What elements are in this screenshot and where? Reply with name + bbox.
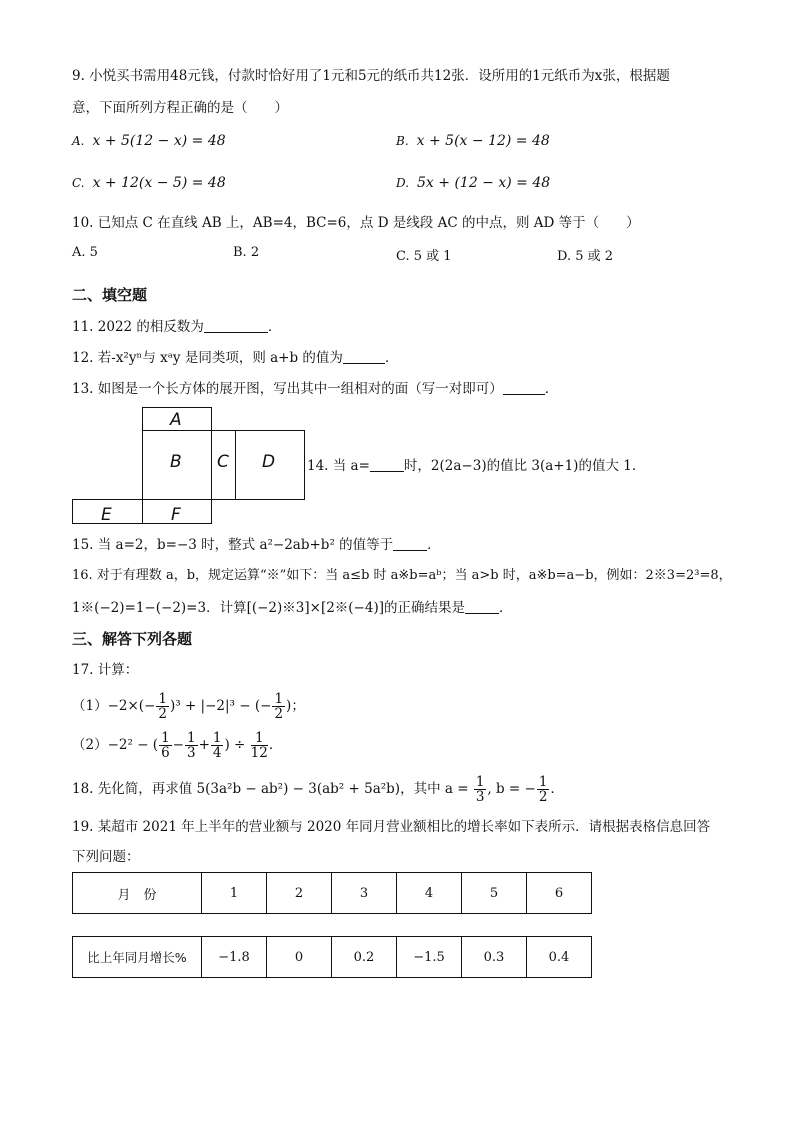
q16-line1: 16. 对于有理数 a，b，规定运算“※”如下：当 a≤b 时 a※b=aᵇ；当 a>b 时，a※b=a−b，例如：2※3=2³=8， bbox=[72, 568, 732, 583]
q10-option-b[interactable]: B. 2 bbox=[233, 245, 260, 260]
net-label-f: F bbox=[171, 505, 181, 525]
q19-line2: 下列问题： bbox=[72, 849, 140, 865]
month-table bbox=[72, 872, 592, 914]
table-cell: 4 bbox=[397, 873, 462, 914]
fraction: $\frac{1}{2}$ bbox=[538, 774, 548, 805]
q17-stem: 17. 计算： bbox=[72, 662, 139, 678]
q9-option-b[interactable]: B. x + 5(x − 12) = 48 bbox=[396, 133, 550, 149]
q12: 12. 若-x²yⁿ与 xᵃy 是同类项，则 a+b 的值为 ． bbox=[72, 350, 399, 366]
q15-answer-blank[interactable] bbox=[393, 536, 427, 551]
q14-answer-blank[interactable] bbox=[370, 457, 404, 472]
table-cell: 5 bbox=[462, 873, 527, 914]
q11-answer-blank[interactable] bbox=[204, 318, 268, 333]
q10-stem: 10. 已知点 C 在直线 AB 上，AB=4，BC=6，点 D 是线段 AC 的中点，则 AD 等于（ ） bbox=[72, 215, 640, 231]
q10-option-c[interactable]: C. 5 或 1 bbox=[396, 249, 452, 264]
q10-option-d[interactable]: D. 5 或 2 bbox=[557, 249, 614, 264]
section-heading-fill-in: 二、填空题 bbox=[72, 286, 148, 304]
q19-line1: 19. 某超市 2021 年上半年的营业额与 2020 年同月营业额相比的增长率如下表所示．请根据表格信息回答 bbox=[72, 819, 711, 835]
fraction: $\frac{1}{2}$ bbox=[274, 691, 284, 722]
q12-answer-blank[interactable] bbox=[343, 349, 385, 364]
q10-option-a[interactable]: A. 5 bbox=[72, 245, 98, 260]
table-row bbox=[73, 937, 592, 978]
q11: 11. 2022 的相反数为 ． bbox=[72, 319, 282, 335]
fraction: $\frac{1}{2}$ bbox=[158, 691, 167, 722]
q14: 14. 当 a= 时，2(2a−3)的值比 3(a+1)的值大 1． bbox=[307, 458, 646, 474]
q16-line2: 1※(−2)=1−(−2)=3．计算[(−2)※3]×[2※(−4)]的正确结果是 ． bbox=[72, 600, 513, 616]
q15: 15. 当 a=2，b=−3 时，整式 a²−2ab+b² 的值等于 ． bbox=[72, 537, 441, 553]
q9-stem-line2: 意，下面所列方程正确的是（ ） bbox=[72, 100, 288, 116]
q9-option-d[interactable]: D. 5x + (12 − x) = 48 bbox=[396, 175, 551, 191]
table-header-growth: 比上年同月增长% bbox=[73, 937, 202, 978]
q13-answer-blank[interactable] bbox=[503, 380, 545, 395]
fraction: $\frac{1}{12}$ bbox=[250, 730, 268, 761]
table-cell: 0 bbox=[267, 937, 332, 978]
table-header-month: 月 份 bbox=[73, 873, 202, 914]
q9-stem-line1: 9. 小悦买书需用48元钱，付款时恰好用了1元和5元的纸币共12张．设所用的1元纸币为x张，根据题 bbox=[72, 68, 670, 84]
table-row bbox=[73, 873, 592, 914]
table-cell: 1 bbox=[202, 873, 267, 914]
q16-answer-blank[interactable] bbox=[465, 599, 499, 614]
table-cell: 2 bbox=[267, 873, 332, 914]
net-label-b: B bbox=[170, 452, 182, 472]
table-cell: 6 bbox=[527, 873, 592, 914]
fraction: $\frac{1}{3}$ bbox=[475, 774, 485, 805]
q13: 13. 如图是一个长方体的展开图，写出其中一组相对的面（写一对即可） ． bbox=[72, 381, 559, 397]
table-cell: 0.4 bbox=[527, 937, 592, 978]
table-cell: −1.5 bbox=[397, 937, 462, 978]
table-cell: 0.2 bbox=[332, 937, 397, 978]
q18: 18. 先化简，再求值 5(3a²b − ab²) − 3(ab² + 5a²b)，其中 a = $\frac{1}{3}$ , b = − $\frac{1}{2}$ ． bbox=[72, 774, 564, 805]
fraction: $\frac{1}{6}$ bbox=[161, 730, 170, 761]
growth-table bbox=[72, 936, 592, 978]
section-heading-answer: 三、解答下列各题 bbox=[72, 630, 193, 648]
q17-part1: （1）−2×(− $\frac{1}{2}$ )³ + |−2|³ − (− $\frac{1}{2}$ )； bbox=[72, 691, 305, 722]
table-cell: 0.3 bbox=[462, 937, 527, 978]
q17-part2: （2）−2² − ( $\frac{1}{6}$ − $\frac{1}{3}$ + $\frac{1}{4}$ ) ÷ $\frac{1}{12}$ ． bbox=[72, 730, 283, 761]
net-label-d: D bbox=[262, 452, 276, 472]
fraction: $\frac{1}{3}$ bbox=[186, 730, 196, 761]
net-label-a: A bbox=[170, 410, 182, 430]
net-label-e: E bbox=[101, 505, 112, 525]
table-cell: 3 bbox=[332, 873, 397, 914]
table-cell: −1.8 bbox=[202, 937, 267, 978]
fraction: $\frac{1}{4}$ bbox=[212, 730, 222, 761]
net-label-c: C bbox=[217, 452, 229, 472]
q9-option-c[interactable]: C. x + 12(x − 5) = 48 bbox=[72, 175, 226, 191]
q9-option-a[interactable]: A. x + 5(12 − x) = 48 bbox=[72, 133, 226, 149]
